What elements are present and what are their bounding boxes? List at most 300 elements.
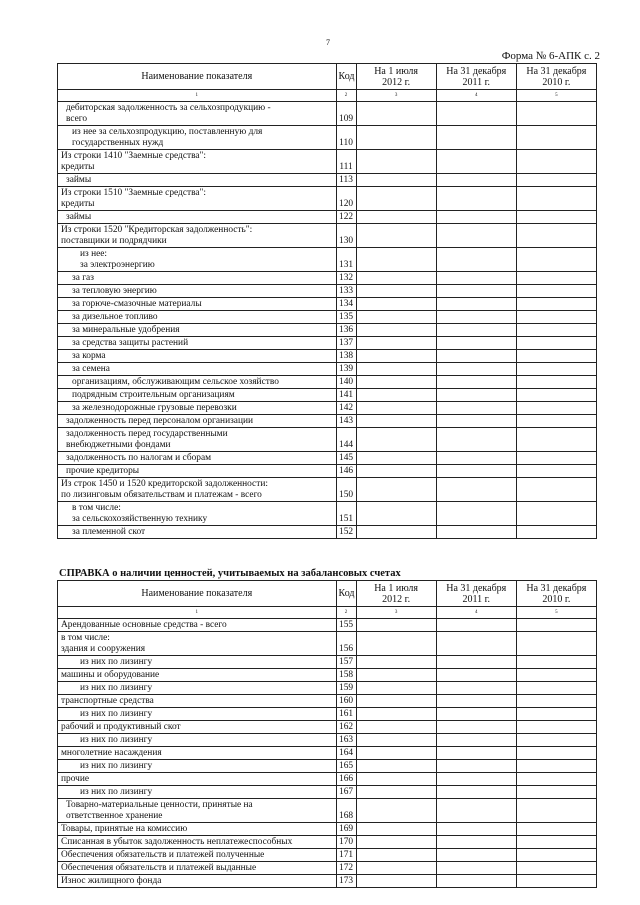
row-code: 142	[336, 402, 356, 415]
row-code: 172	[336, 862, 356, 875]
row-label-line: за корма	[72, 351, 106, 361]
value-cell[interactable]	[516, 248, 596, 272]
table-row	[58, 402, 597, 415]
value-cell[interactable]	[356, 102, 436, 126]
value-cell[interactable]	[516, 619, 596, 632]
value-cell[interactable]	[356, 656, 436, 669]
row-label-line: из них по лизингу	[80, 787, 153, 797]
table-row	[58, 298, 597, 311]
value-cell[interactable]	[516, 272, 596, 285]
table-row	[58, 836, 597, 849]
table-row	[58, 389, 597, 402]
row-code: 163	[336, 734, 356, 747]
table-row	[58, 656, 597, 669]
value-cell[interactable]	[436, 721, 516, 734]
value-cell[interactable]	[356, 849, 436, 862]
value-cell[interactable]	[356, 619, 436, 632]
value-cell[interactable]	[436, 311, 516, 324]
colnum-cell: 4	[436, 90, 516, 102]
value-cell[interactable]	[516, 211, 596, 224]
value-cell[interactable]	[436, 248, 516, 272]
value-cell[interactable]	[356, 695, 436, 708]
value-cell[interactable]	[356, 298, 436, 311]
col-header-date2: На 31 декабря 2011 г.	[436, 581, 516, 607]
row-label	[58, 452, 337, 465]
value-cell[interactable]	[356, 272, 436, 285]
row-label	[58, 862, 337, 875]
value-cell[interactable]	[356, 415, 436, 428]
value-cell[interactable]	[356, 734, 436, 747]
row-label	[58, 823, 337, 836]
value-cell[interactable]	[436, 174, 516, 187]
value-cell[interactable]	[436, 632, 516, 656]
row-label	[58, 376, 337, 389]
value-cell[interactable]	[516, 311, 596, 324]
value-cell[interactable]	[516, 363, 596, 376]
value-cell[interactable]	[436, 389, 516, 402]
row-label-line: поставщики и подрядчики	[61, 236, 167, 246]
value-cell[interactable]	[516, 695, 596, 708]
row-code: 165	[336, 760, 356, 773]
row-label-line: в том числе:	[72, 503, 121, 513]
row-label	[58, 350, 337, 363]
value-cell[interactable]	[436, 415, 516, 428]
value-cell[interactable]	[516, 747, 596, 760]
value-cell[interactable]	[516, 875, 596, 888]
row-label	[58, 402, 337, 415]
col-header-code: Код	[336, 581, 356, 607]
value-cell[interactable]	[356, 721, 436, 734]
value-cell[interactable]	[436, 285, 516, 298]
value-cell[interactable]	[516, 150, 596, 174]
value-cell[interactable]	[516, 823, 596, 836]
value-cell[interactable]	[356, 174, 436, 187]
value-cell[interactable]	[516, 389, 596, 402]
value-cell[interactable]	[436, 478, 516, 502]
table-row	[58, 526, 597, 539]
row-code: 133	[336, 285, 356, 298]
value-cell[interactable]	[356, 682, 436, 695]
value-cell[interactable]	[356, 478, 436, 502]
row-label	[58, 773, 337, 786]
col-header-name: Наименование показателя	[58, 64, 337, 90]
value-cell[interactable]	[356, 428, 436, 452]
row-code: 122	[336, 211, 356, 224]
colnum-cell: 4	[436, 607, 516, 619]
value-cell[interactable]	[436, 708, 516, 721]
row-label-line: Списанная в убыток задолженность неплатежеспособных	[61, 837, 293, 847]
row-code: 169	[336, 823, 356, 836]
row-label-line: из нее за сельхозпродукцию, поставленную для	[72, 127, 263, 137]
row-code: 130	[336, 224, 356, 248]
row-code: 151	[336, 502, 356, 526]
table-row	[58, 211, 597, 224]
row-label	[58, 415, 337, 428]
liabilities-table	[57, 63, 597, 539]
value-cell[interactable]	[436, 849, 516, 862]
row-label-line: задолженность перед государственными	[66, 429, 228, 439]
value-cell[interactable]	[356, 632, 436, 656]
value-cell[interactable]	[516, 402, 596, 415]
row-label-line: машины и оборудование	[61, 670, 160, 680]
row-label-line: за средства защиты растений	[72, 338, 189, 348]
value-cell[interactable]	[436, 224, 516, 248]
row-code: 173	[336, 875, 356, 888]
row-label	[58, 799, 337, 823]
value-cell[interactable]	[356, 150, 436, 174]
row-label	[58, 285, 337, 298]
row-label-line: Товарно-материальные ценности, принятые на	[66, 800, 253, 810]
value-cell[interactable]	[436, 760, 516, 773]
value-cell[interactable]	[436, 747, 516, 760]
value-cell[interactable]	[436, 324, 516, 337]
row-label-line: Арендованные основные средства - всего	[61, 620, 227, 630]
value-cell[interactable]	[436, 502, 516, 526]
row-label	[58, 632, 337, 656]
value-cell[interactable]	[356, 126, 436, 150]
table-row	[58, 823, 597, 836]
table-row	[58, 862, 597, 875]
table-row	[58, 272, 597, 285]
row-label-line: организациям, обслуживающим сельское хозяйство	[72, 377, 279, 387]
row-label-line: по лизинговым обязательствам и платежам - всего	[61, 490, 262, 500]
table-row	[58, 682, 597, 695]
row-label	[58, 428, 337, 452]
value-cell[interactable]	[516, 632, 596, 656]
row-label-line: Обеспечения обязательств и платежей выданные	[61, 863, 257, 873]
row-label-line: подрядным строительным организациям	[72, 390, 235, 400]
value-cell[interactable]	[356, 526, 436, 539]
row-label-line: Износ жилищного фонда	[61, 876, 162, 886]
value-cell[interactable]	[436, 272, 516, 285]
value-cell[interactable]	[436, 526, 516, 539]
table-row	[58, 478, 597, 502]
row-label-line: из нее:	[80, 249, 108, 259]
row-code: 110	[336, 126, 356, 150]
row-code: 137	[336, 337, 356, 350]
row-label	[58, 849, 337, 862]
row-label	[58, 174, 337, 187]
table-row	[58, 324, 597, 337]
row-label-line: кредиты	[61, 162, 95, 172]
row-code: 120	[336, 187, 356, 211]
value-cell[interactable]	[356, 363, 436, 376]
value-cell[interactable]	[436, 187, 516, 211]
value-cell[interactable]	[516, 786, 596, 799]
table-row	[58, 337, 597, 350]
value-cell[interactable]	[516, 324, 596, 337]
table-row	[58, 174, 597, 187]
value-cell[interactable]	[516, 187, 596, 211]
value-cell[interactable]	[436, 669, 516, 682]
value-cell[interactable]	[356, 786, 436, 799]
table-row	[58, 452, 597, 465]
row-label-line: кредиты	[61, 199, 95, 209]
table-row	[58, 721, 597, 734]
value-cell[interactable]	[516, 836, 596, 849]
value-cell[interactable]	[356, 187, 436, 211]
row-label	[58, 786, 337, 799]
row-label	[58, 389, 337, 402]
row-label-line: многолетние насаждения	[61, 748, 162, 758]
value-cell[interactable]	[516, 376, 596, 389]
value-cell[interactable]	[516, 669, 596, 682]
row-label-line: Из строки 1520 "Кредиторская задолженность":	[61, 225, 253, 235]
row-label-line: займы	[66, 212, 92, 222]
value-cell[interactable]	[436, 823, 516, 836]
row-label	[58, 465, 337, 478]
value-cell[interactable]	[436, 402, 516, 415]
value-cell[interactable]	[516, 862, 596, 875]
row-label-line: из них по лизингу	[80, 657, 153, 667]
colnum-cell: 3	[356, 90, 436, 102]
value-cell[interactable]	[436, 337, 516, 350]
colnum-cell: 3	[356, 607, 436, 619]
table-row	[58, 747, 597, 760]
value-cell[interactable]	[516, 415, 596, 428]
table-row	[58, 799, 597, 823]
row-label-line: за дизельное топливо	[72, 312, 158, 322]
table-row	[58, 669, 597, 682]
row-label	[58, 721, 337, 734]
table-row	[58, 415, 597, 428]
column-number-row	[58, 90, 597, 102]
table-row	[58, 619, 597, 632]
value-cell[interactable]	[356, 747, 436, 760]
value-cell[interactable]	[356, 465, 436, 478]
off-balance-table	[57, 580, 597, 888]
row-code: 166	[336, 773, 356, 786]
row-label	[58, 619, 337, 632]
col-header-code: Код	[336, 64, 356, 90]
value-cell[interactable]	[516, 126, 596, 150]
row-code: 161	[336, 708, 356, 721]
value-cell[interactable]	[436, 836, 516, 849]
section-title: СПРАВКА о наличии ценностей, учитываемых на забалансовых счетах	[59, 568, 401, 579]
value-cell[interactable]	[356, 862, 436, 875]
table-row	[58, 695, 597, 708]
value-cell[interactable]	[356, 311, 436, 324]
value-cell[interactable]	[436, 150, 516, 174]
row-label-line: за сельскохозяйственную технику	[72, 514, 208, 524]
row-label-line: за минеральные удобрения	[72, 325, 180, 335]
value-cell[interactable]	[436, 656, 516, 669]
value-cell[interactable]	[436, 695, 516, 708]
value-cell[interactable]	[436, 350, 516, 363]
value-cell[interactable]	[356, 337, 436, 350]
row-code: 134	[336, 298, 356, 311]
value-cell[interactable]	[436, 126, 516, 150]
col-header-date1: На 1 июля 2012 г.	[356, 581, 436, 607]
value-cell[interactable]	[356, 324, 436, 337]
value-cell[interactable]	[516, 224, 596, 248]
row-code: 162	[336, 721, 356, 734]
table-row	[58, 502, 597, 526]
value-cell[interactable]	[516, 656, 596, 669]
value-cell[interactable]	[436, 428, 516, 452]
col-header-date3: На 31 декабря 2010 г.	[516, 581, 596, 607]
row-code: 164	[336, 747, 356, 760]
value-cell[interactable]	[356, 452, 436, 465]
table-row	[58, 102, 597, 126]
value-cell[interactable]	[356, 389, 436, 402]
value-cell[interactable]	[356, 823, 436, 836]
value-cell[interactable]	[516, 799, 596, 823]
value-cell[interactable]	[516, 174, 596, 187]
row-label-line: транспортные средства	[61, 696, 154, 706]
row-label-line: Из строки 1410 "Заемные средства":	[61, 151, 206, 161]
row-label-line: здания и сооружения	[61, 644, 146, 654]
value-cell[interactable]	[436, 862, 516, 875]
row-label-line: из них по лизингу	[80, 709, 153, 719]
value-cell[interactable]	[516, 682, 596, 695]
value-cell[interactable]	[356, 799, 436, 823]
colnum-cell: 1	[58, 607, 337, 619]
value-cell[interactable]	[516, 285, 596, 298]
value-cell[interactable]	[516, 502, 596, 526]
value-cell[interactable]	[516, 708, 596, 721]
table-row	[58, 363, 597, 376]
value-cell[interactable]	[356, 350, 436, 363]
value-cell[interactable]	[436, 799, 516, 823]
row-label	[58, 311, 337, 324]
value-cell[interactable]	[516, 849, 596, 862]
value-cell[interactable]	[356, 760, 436, 773]
form-id: Форма № 6-АПК с. 2	[501, 50, 600, 62]
value-cell[interactable]	[356, 669, 436, 682]
value-cell[interactable]	[356, 211, 436, 224]
value-cell[interactable]	[436, 734, 516, 747]
value-cell[interactable]	[356, 285, 436, 298]
row-code: 135	[336, 311, 356, 324]
table-row	[58, 786, 597, 799]
value-cell[interactable]	[356, 502, 436, 526]
row-label	[58, 526, 337, 539]
row-label	[58, 211, 337, 224]
table-row	[58, 632, 597, 656]
value-cell[interactable]	[356, 224, 436, 248]
row-label	[58, 708, 337, 721]
row-label-line: прочие	[61, 774, 90, 784]
value-cell[interactable]	[356, 773, 436, 786]
value-cell[interactable]	[436, 786, 516, 799]
row-code: 155	[336, 619, 356, 632]
row-label	[58, 337, 337, 350]
row-code: 152	[336, 526, 356, 539]
row-label-line: задолженность перед персоналом организации	[66, 416, 254, 426]
value-cell[interactable]	[516, 465, 596, 478]
row-label	[58, 324, 337, 337]
value-cell[interactable]	[356, 402, 436, 415]
value-cell[interactable]	[516, 734, 596, 747]
table-row	[58, 875, 597, 888]
value-cell[interactable]	[356, 875, 436, 888]
row-code: 170	[336, 836, 356, 849]
row-label-line: за железнодорожные грузовые перевозки	[72, 403, 237, 413]
value-cell[interactable]	[436, 773, 516, 786]
value-cell[interactable]	[356, 708, 436, 721]
value-cell[interactable]	[356, 376, 436, 389]
value-cell[interactable]	[516, 452, 596, 465]
row-label-line: Товары, принятые на комиссию	[61, 824, 188, 834]
table-row	[58, 465, 597, 478]
value-cell[interactable]	[516, 428, 596, 452]
value-cell[interactable]	[516, 337, 596, 350]
row-label	[58, 836, 337, 849]
row-code: 136	[336, 324, 356, 337]
page-mark: 7	[326, 38, 330, 47]
value-cell[interactable]	[436, 682, 516, 695]
row-label	[58, 272, 337, 285]
value-cell[interactable]	[436, 452, 516, 465]
row-label-line: займы	[66, 175, 92, 185]
value-cell[interactable]	[436, 102, 516, 126]
value-cell[interactable]	[436, 465, 516, 478]
row-code: 140	[336, 376, 356, 389]
row-code: 144	[336, 428, 356, 452]
row-label-line: из них по лизингу	[80, 761, 153, 771]
row-code: 141	[336, 389, 356, 402]
row-label-line: Из строк 1450 и 1520 кредиторской задолженности:	[61, 479, 268, 489]
value-cell[interactable]	[516, 721, 596, 734]
row-label-line: из них по лизингу	[80, 735, 153, 745]
table-row	[58, 708, 597, 721]
table-row	[58, 428, 597, 452]
row-label	[58, 734, 337, 747]
value-cell[interactable]	[436, 619, 516, 632]
row-code: 109	[336, 102, 356, 126]
row-label	[58, 747, 337, 760]
value-cell[interactable]	[516, 298, 596, 311]
row-label-line: за тепловую энергию	[72, 286, 157, 296]
table-row	[58, 285, 597, 298]
value-cell[interactable]	[436, 376, 516, 389]
row-label-line: внебюджетными фондами	[66, 440, 171, 450]
value-cell[interactable]	[436, 363, 516, 376]
row-code: 139	[336, 363, 356, 376]
value-cell[interactable]	[436, 211, 516, 224]
row-code: 158	[336, 669, 356, 682]
value-cell[interactable]	[516, 478, 596, 502]
row-code: 168	[336, 799, 356, 823]
value-cell[interactable]	[516, 760, 596, 773]
value-cell[interactable]	[516, 526, 596, 539]
row-code: 113	[336, 174, 356, 187]
row-code: 146	[336, 465, 356, 478]
value-cell[interactable]	[516, 350, 596, 363]
row-label	[58, 502, 337, 526]
row-label-line: Обеспечения обязательств и платежей полученные	[61, 850, 265, 860]
row-label	[58, 298, 337, 311]
row-label-line: Из строки 1510 "Заемные средства":	[61, 188, 206, 198]
value-cell[interactable]	[436, 298, 516, 311]
value-cell[interactable]	[516, 773, 596, 786]
col-header-date3: На 31 декабря 2010 г.	[516, 64, 596, 90]
value-cell[interactable]	[436, 875, 516, 888]
value-cell[interactable]	[356, 836, 436, 849]
row-label	[58, 102, 337, 126]
row-label-line: за горюче-смазочные материалы	[72, 299, 202, 309]
row-label	[58, 187, 337, 211]
value-cell[interactable]	[516, 102, 596, 126]
col-header-name: Наименование показателя	[58, 581, 337, 607]
value-cell[interactable]	[356, 248, 436, 272]
row-code: 131	[336, 248, 356, 272]
row-code: 160	[336, 695, 356, 708]
row-label-line: в том числе:	[61, 633, 110, 643]
row-label-line: задолженность по налогам и сборам	[66, 453, 212, 463]
row-label	[58, 478, 337, 502]
